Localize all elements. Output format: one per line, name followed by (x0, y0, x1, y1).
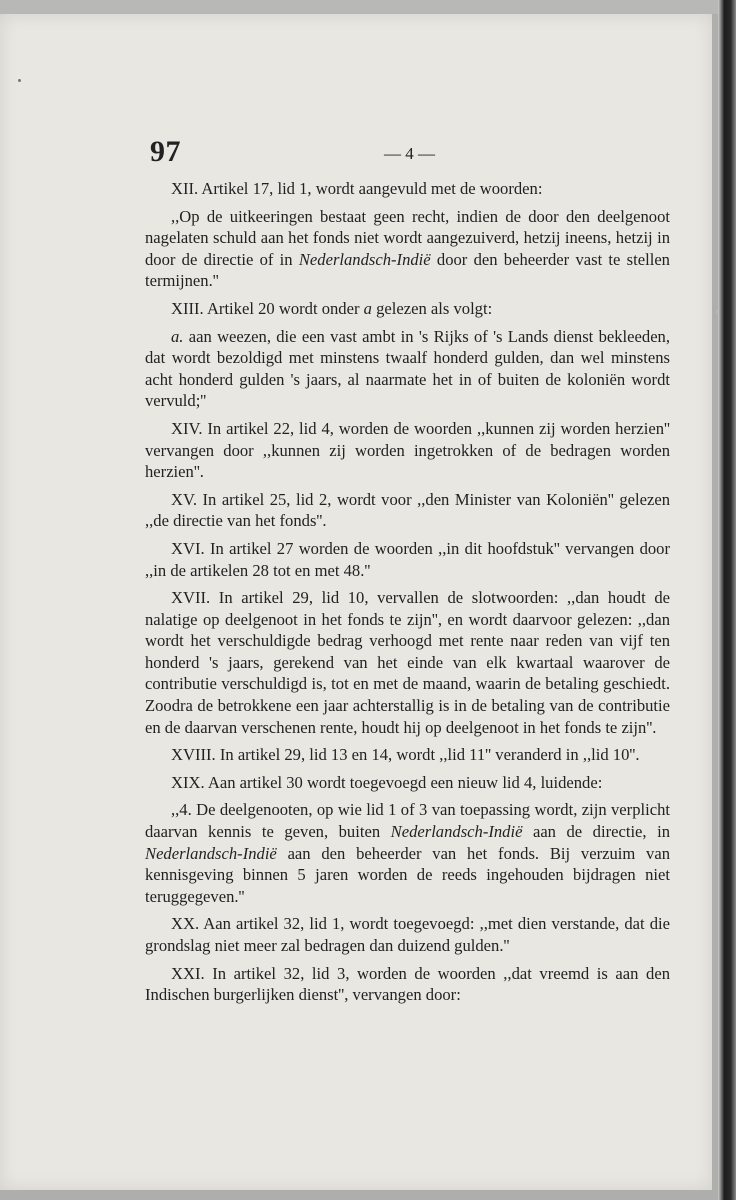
text-run: XIII. Artikel 20 wordt onder (171, 298, 364, 318)
text-run: XIV. In artikel 22, lid 4, worden de woorden ,,kunnen zij worden herzien'' vervangen door ,,kunnen zij worden ingetrokken of de bedragen worden herzien''. (145, 418, 670, 482)
paragraph-xvi (145, 538, 670, 581)
text-run: XXI. In artikel 32, lid 3, worden de woorden ,,dat vreemd is aan den Indischen burgerlijken dienst'', vervangen door: (145, 963, 670, 1005)
text-run: aan weezen, die een vast ambt in 's Rijks of 's Lands dienst bekleeden, dat wordt bezoldigd met minstens twaalf honderd gulden, dan wel minstens acht honderd gulden 's jaars, al naarmate het in of buiten de koloniën wordt vervuld;'' (145, 326, 670, 411)
paragraph-xvii (145, 587, 670, 738)
italic-text: Nederlandsch-Indië (390, 822, 523, 842)
italic-text: a. (171, 326, 184, 346)
text-run: XX. Aan artikel 32, lid 1, wordt toegevoegd: ,,met dien verstande, dat die grondslag niet meer zal bedragen dan duizend gulden.'' (145, 914, 670, 955)
italic-text: Nederlandsch-Indië (298, 249, 431, 269)
italic-text: a (363, 298, 372, 318)
text-run: aan de directie, in (522, 822, 670, 842)
italic-text: Nederlandsch-Indië (145, 843, 277, 863)
text-run: XV. In artikel 25, lid 2, wordt voor ,,den Minister van Koloniën'' gelezen ,,de directie van het fonds''. (145, 489, 670, 531)
page-number: — 4 — (384, 144, 435, 163)
paragraph-xiii (145, 298, 670, 320)
text-run: gelezen als volgt: (371, 298, 493, 318)
text-run: XVIII. In artikel 29, lid 13 en 14, wordt ,,lid 11'' veranderd in ,,lid 10''. (171, 745, 640, 765)
paragraph-xii_quote (145, 206, 670, 292)
text-run: ,,4. De deelgenooten, op wie lid 1 of 3 van toepassing wordt, zijn verplicht daarvan kennis te geven, buiten (145, 800, 670, 842)
text-run: XIX. Aan artikel 30 wordt toegevoegd een nieuw lid 4, luidende: (171, 772, 603, 792)
paper-speck (18, 79, 21, 82)
paragraph-xx (145, 913, 670, 956)
text-run: XVII. In artikel 29, lid 10, vervallen de slotwoorden: ,,dan houdt de nalatige op deelgenoot in het fonds te zijn'', en wordt daarvoor gelezen: ,,dan wordt het verschuldigde bedrag verhoogd met rente naar reden van vijf ten honderd 's jaars, gerekend van het einde van elk kwartaal waarover de contributie verschuldigd is, tot en met de maand, waarin de betaling geschiedt. Zoodra de betrokkene een jaar achterstallig is in de betaling van de contributie en de daarvan verschenen rente, houdt hij op deelgenoot in het fonds te zijn''. (145, 588, 670, 737)
book-spine (718, 0, 736, 1200)
paragraph-xxi (145, 963, 670, 1006)
paragraph-xviii (145, 744, 670, 766)
paragraph-xiv (145, 418, 670, 483)
paragraph-xix_quote (145, 799, 670, 907)
text-run: XII. Artikel 17, lid 1, wordt aangevuld met de woorden: (171, 179, 543, 198)
paragraph-xii (145, 178, 670, 200)
text-run: XVI. In artikel 27 worden de woorden ,,in dit hoofdstuk'' vervangen door ,,in de artikelen 28 tot en met 48.'' (145, 538, 670, 580)
scan-top-band (0, 0, 718, 14)
text-run: ,,Op de uitkeeringen bestaat geen recht, indien de door den deelgenoot nagelaten schuld aan het fonds niet wordt aangezuiverd, hetzij ineens, hetzij in door de directie of in (145, 206, 670, 269)
paragraph-xv (145, 489, 670, 532)
text-run: door den beheerder vast te stellen termijnen.'' (145, 249, 670, 291)
paper-dot (716, 310, 719, 313)
folio-number: 97 (150, 135, 181, 168)
paragraph-xix (145, 772, 670, 794)
paragraph-xiii_a (145, 326, 670, 412)
text-run: aan den beheerder van het fonds. Bij verzuim van kennisgeving binnen 5 jaren worden de reeds ingehouden bijdragen niet teruggegeven.'' (145, 843, 670, 906)
body-text (145, 178, 670, 1012)
